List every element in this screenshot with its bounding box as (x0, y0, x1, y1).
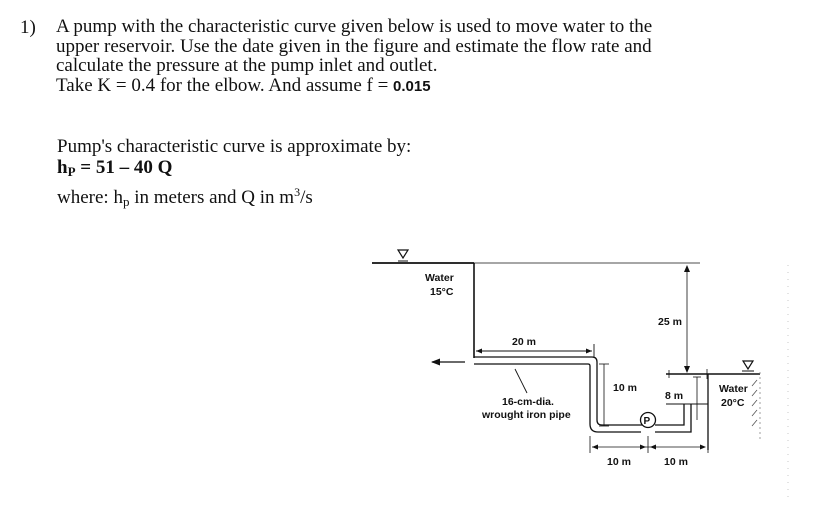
statement-line-1: A pump with the characteristic curve given below is used to move water to the (56, 16, 653, 37)
lower-reservoir (666, 361, 760, 450)
pump-icon (641, 413, 656, 428)
dimension-bottom-10m (590, 436, 708, 468)
lower-temp-label: 20°C (721, 397, 745, 409)
ground-hatching-icon (752, 372, 760, 440)
length-20m-label: 20 m (512, 336, 536, 348)
hp-subscript: P (67, 164, 76, 179)
upper-water-label: Water (425, 272, 454, 284)
dimension-vertical-10m (599, 364, 637, 426)
given-values-text: Take K = 0.4 for the elbow. And assume f = (56, 74, 394, 96)
pipe-label (481, 369, 571, 421)
problem-number: 1) (20, 17, 36, 38)
pipe-material-label: wrought iron pipe (482, 409, 571, 421)
pump-curve-intro: Pump's characteristic curve is approximate by: (57, 136, 412, 157)
dimension-8m (665, 377, 701, 420)
hp-symbol: h (57, 157, 68, 178)
upper-temp-label: 15°C (430, 286, 454, 298)
lower-water-label: Water (719, 383, 748, 395)
equation-rhs: = 51 – 40 Q (75, 157, 173, 178)
pump-symbol-label: P (643, 416, 651, 427)
vertical-10m-label: 10 m (613, 382, 637, 394)
units-subscript: p (122, 194, 130, 209)
upper-reservoir (372, 250, 700, 358)
pipe-diameter-label: 16-cm-dia. (502, 396, 554, 408)
bottom-right-10m-label: 10 m (664, 456, 688, 468)
submerge-8m-label: 8 m (665, 390, 684, 402)
water-surface-icon (742, 361, 754, 371)
friction-factor-value: 0.015 (393, 77, 431, 95)
flow-arrow-icon (431, 359, 465, 366)
water-surface-icon (398, 250, 408, 261)
statement-line-3: calculate the pressure at the pump inlet and outlet. (56, 55, 438, 76)
elevation-25m-label: 25 m (658, 316, 682, 328)
statement-line-2: upper reservoir. Use the date given in the figure and estimate the flow rate and (56, 35, 652, 57)
units-superscript: 3 (294, 185, 301, 199)
bottom-left-10m-label: 10 m (607, 456, 631, 468)
units-mid: in meters and Q in m (129, 187, 295, 208)
units-suffix: /s (300, 187, 313, 208)
dimension-25m (658, 265, 690, 373)
units-prefix: where: h (57, 187, 123, 208)
dimension-20m (474, 336, 594, 358)
